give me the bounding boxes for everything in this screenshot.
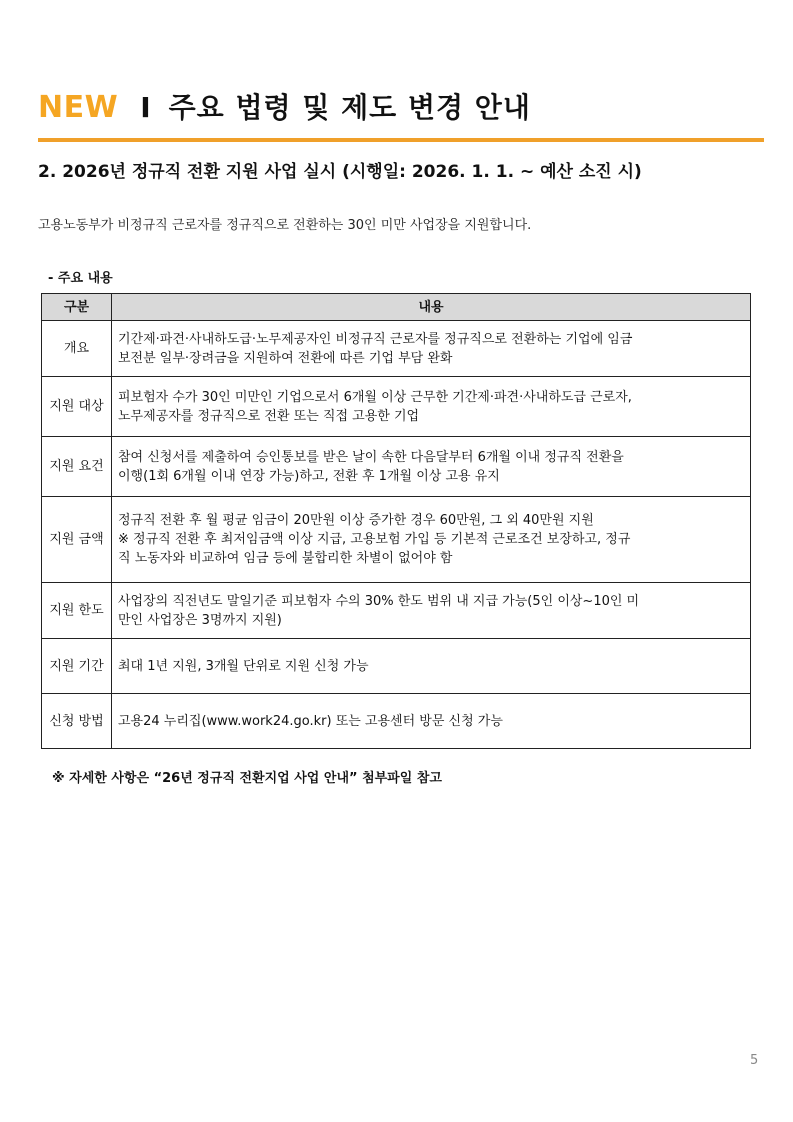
table-row xyxy=(42,694,751,749)
row-line: 직 노동자와 비교하여 임금 등에 불합리한 차별이 없어야 함 xyxy=(118,551,453,566)
page-title: 주요 법령 및 제도 변경 안내 xyxy=(168,91,531,124)
row-content xyxy=(112,583,751,639)
row-content xyxy=(112,377,751,437)
row-line: 기간제·파견·사내하도급·노무제공자인 비정규직 근로자를 정규직으로 전환하는 기업에 임금 xyxy=(118,331,633,347)
header-separator: I xyxy=(140,91,151,124)
content-label: - 주요 내용 xyxy=(48,271,113,286)
header-divider xyxy=(38,138,764,142)
row-key: 지원 기간 xyxy=(42,639,112,694)
row-content xyxy=(112,497,751,583)
row-key: 신청 방법 xyxy=(42,694,112,749)
row-line: 정규직 전환 후 월 평균 임금이 20만원 이상 증가한 경우 60만원, 그 외 40만원 지원 xyxy=(118,513,594,528)
row-key: 지원 금액 xyxy=(42,497,112,583)
row-content xyxy=(112,694,751,749)
page-header xyxy=(38,86,764,126)
row-content xyxy=(112,639,751,694)
table-header-row xyxy=(42,294,751,321)
row-content xyxy=(112,437,751,497)
row-line: ※ 정규직 전환 후 최저임금액 이상 지급, 고용보험 가입 등 기본적 근로조건 보장하고, 정규 xyxy=(118,532,631,547)
row-line: 보전분 일부·장려금을 지원하여 전환에 따른 기업 부담 완화 xyxy=(118,350,453,366)
table-row xyxy=(42,321,751,377)
row-line: 고용24 누리집(www.work24.go.kr) 또는 고용센터 방문 신청 가능 xyxy=(118,713,503,729)
table-row xyxy=(42,583,751,639)
row-line: 참여 신청서를 제출하여 승인통보를 받은 날이 속한 다음달부터 6개월 이내 정규직 전환을 xyxy=(118,449,624,465)
row-line: 피보험자 수가 30인 미만인 기업으로서 6개월 이상 근무한 기간제·파견·사내하도급 근로자, xyxy=(118,389,632,405)
row-line: 노무제공자를 정규직으로 전환 또는 직접 고용한 기업 xyxy=(118,408,420,424)
row-key: 지원 대상 xyxy=(42,377,112,437)
header-content: 내용 xyxy=(112,294,751,321)
section-title: 2. 2026년 정규직 전환 지원 사업 실시 (시행일: 2026. 1. 1. ~ 예산 소진 시) xyxy=(38,162,642,182)
row-content xyxy=(112,321,751,377)
details-table xyxy=(41,293,751,749)
table-row xyxy=(42,437,751,497)
row-key: 지원 한도 xyxy=(42,583,112,639)
footnote: ※ 자세한 사항은 “26년 정규직 전환지업 사업 안내” 첨부파일 참고 xyxy=(52,771,442,786)
row-line: 이행(1회 6개월 이내 연장 가능)하고, 전환 후 1개월 이상 고용 유지 xyxy=(118,468,500,484)
header-category: 구분 xyxy=(42,294,112,321)
new-badge: NEW xyxy=(38,90,119,125)
table-row xyxy=(42,377,751,437)
table-row xyxy=(42,639,751,694)
page-number: 5 xyxy=(750,1053,759,1068)
row-line: 사업장의 직전년도 말일기준 피보험자 수의 30% 한도 범위 내 지급 가능(5인 이상~10인 미 xyxy=(118,593,640,609)
row-key: 지원 요건 xyxy=(42,437,112,497)
row-line: 최대 1년 지원, 3개월 단위로 지원 신청 가능 xyxy=(118,658,369,674)
row-line: 만인 사업장은 3명까지 지원) xyxy=(118,612,282,628)
row-key: 개요 xyxy=(42,321,112,377)
table-row xyxy=(42,497,751,583)
section-intro: 고용노동부가 비정규직 근로자를 정규직으로 전환하는 30인 미만 사업장을 지원합니다. xyxy=(38,218,532,233)
